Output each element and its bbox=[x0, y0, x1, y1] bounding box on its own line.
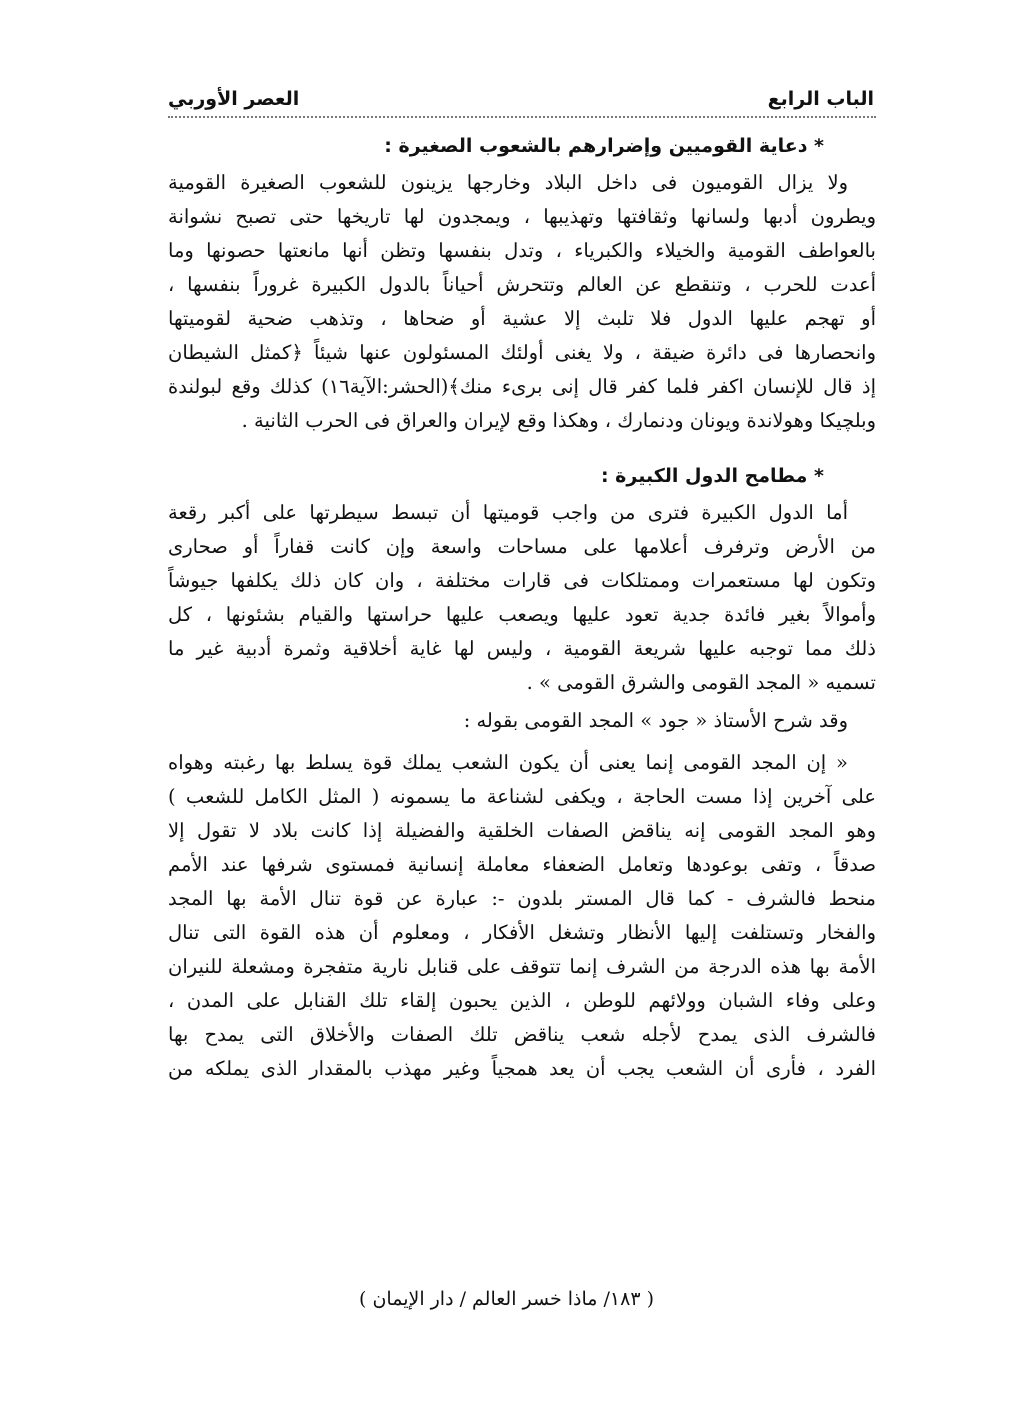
paragraph-1 bbox=[168, 166, 876, 438]
chapter-title: الباب الرابع bbox=[767, 88, 874, 110]
paragraph-2 bbox=[168, 496, 876, 700]
text-line: من الأرض وترفرف أعلامها على مساحات واسعة وإن كانت قفاراً أو صحارى bbox=[168, 535, 876, 558]
section-heading-1: * دعاية القوميين وإضرارهم بالشعوب الصغيرة : bbox=[384, 135, 824, 157]
text-line: فالشرف الذى يمدح لأجله شعب يناقض تلك الصفات والأخلاق التى يمدح بها bbox=[168, 1023, 876, 1046]
text-line: وتكون لها مستعمرات وممتلكات فى قارات مختلفة ، وان كان ذلك يكلفها جيوشاً bbox=[168, 569, 876, 592]
text-line: ولا يزال القوميون فى داخل البلاد وخارجها يزينون للشعوب الصغيرة القومية bbox=[168, 171, 848, 194]
text-line: الفرد ، فأرى أن الشعب يجب أن يعد همجياً وغير مهذب بالمقدار الذى يملكه من bbox=[168, 1057, 876, 1080]
book-page bbox=[168, 70, 876, 1086]
header-divider bbox=[168, 116, 876, 118]
era-title: العصر الأوربي bbox=[168, 88, 300, 110]
text-line: تسميه « المجد القومى والشرق القومى » . bbox=[526, 671, 876, 694]
running-header bbox=[168, 70, 876, 110]
text-line: وعلى وفاء الشبان وولائهم للوطن ، الذين يحبون إلقاء تلك القنابل على المدن ، bbox=[168, 989, 876, 1012]
text-line: أما الدول الكبيرة فترى من واجب قوميتها أن تبسط سيطرتها على أكبر رقعة bbox=[168, 501, 848, 524]
text-line: صدقاً ، وتفى بوعودها وتعامل الضعفاء معاملة إنسانية فمستوى شرفها عند الأمم bbox=[168, 853, 876, 876]
text-line: منحط فالشرف - كما قال المستر بلدون -: عبارة عن قوة تنال الأمة بها المجد bbox=[168, 887, 876, 910]
quote-intro: وقد شرح الأستاذ « جود » المجد القومى بقوله : bbox=[463, 709, 848, 732]
text-line: وانحصارها فى دائرة ضيقة ، ولا يغنى أولئك المسئولون عنها شيئاً ﴿كمثل الشيطان bbox=[168, 341, 876, 364]
page-footer: ( ١٨٣/ ماذا خسر العالم / دار الإيمان ) bbox=[359, 1288, 654, 1310]
text-line: والفخار وتستلفت إليها الأنظار وتشغل الأفكار ، ومعلوم أن هذه القوة التى تنال bbox=[168, 921, 876, 944]
text-line: ذلك مما توجبه عليها شريعة القومية ، وليس لها غاية أخلاقية وثمرة أدبية غير ما bbox=[168, 637, 876, 660]
text-line: « إن المجد القومى إنما يعنى أن يكون الشعب يملك قوة يسلط بها رغبته وهواه bbox=[168, 751, 848, 774]
text-line: وبلچيكا وهولاندة ويونان ودنمارك ، وهكذا وقع لإيران والعراق فى الحرب الثانية . bbox=[241, 409, 876, 432]
text-line: بالعواطف القومية والخيلاء والكبرياء ، وتدل بنفسها وتظن أنها مانعتها حصونها وما bbox=[168, 239, 876, 262]
text-line: أو تهجم عليها الدول فلا تلبث إلا عشية أو ضحاها ، وتذهب ضحية لقوميتها bbox=[168, 307, 876, 330]
text-line: وأموالاً بغير فائدة جدية تعود عليها ويصعب عليها حراستها والقيام بشئونها ، كل bbox=[168, 603, 876, 626]
text-line: ويطرون أدبها ولسانها وثقافتها وتهذيبها ، ويمجدون لها تاريخها حتى تصبح نشوانة bbox=[168, 205, 876, 228]
text-line: على آخرين إذا مست الحاجة ، ويكفى لشناعة ما يسمونه ( المثل الكامل للشعب ) bbox=[168, 785, 876, 808]
section-heading-2: * مطامح الدول الكبيرة : bbox=[600, 465, 824, 487]
quote-paragraph bbox=[168, 746, 876, 1086]
text-line: وهو المجد القومى إنه يناقض الصفات الخلقية والفضيلة إذا كانت بلاد لا تقول إلا bbox=[168, 819, 876, 842]
text-line: أعدت للحرب ، وتنقطع عن العالم وتتحرش أحياناً بالدول الكبيرة غروراً بنفسها ، bbox=[168, 273, 876, 296]
text-line: إذ قال للإنسان اكفر فلما كفر قال إنى برىء منك﴾(الحشر:الآية١٦) كذلك وقع لبولندة bbox=[168, 375, 876, 398]
text-line: الأمة بها هذه الدرجة من الشرف إنما تتوقف على قنابل نارية متفجرة ومشعلة للنيران bbox=[168, 955, 876, 978]
